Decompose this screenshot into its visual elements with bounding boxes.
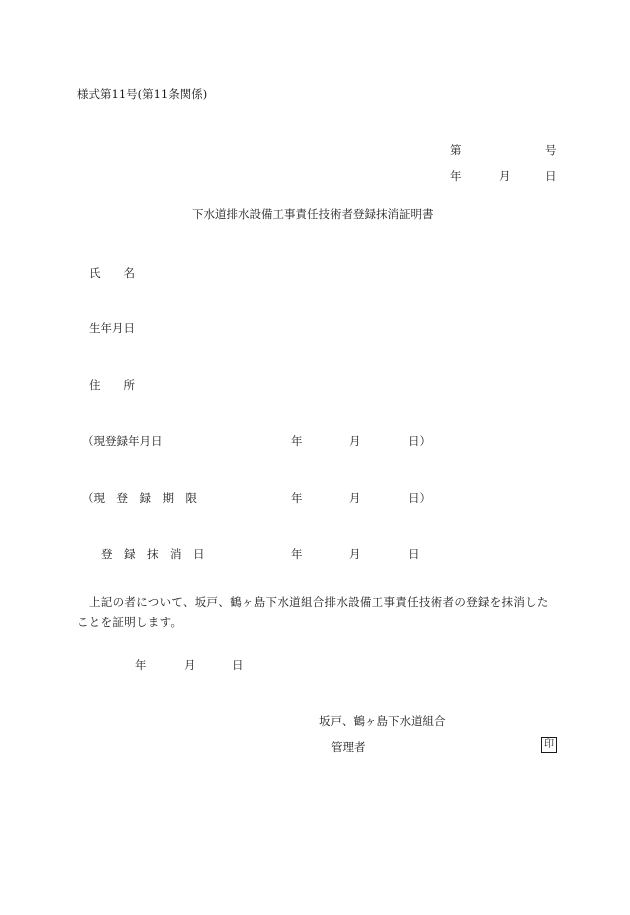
erasure-date-month: 月 <box>349 547 361 561</box>
document-title: 下水道排水設備工事責任技術者登録抹消証明書 <box>192 207 434 221</box>
issuer-organization: 坂戸、鶴ヶ島下水道組合 <box>319 714 446 728</box>
name-label: 氏 名 <box>89 266 135 280</box>
issue-date-day: 日 <box>232 658 244 672</box>
doc-number-suffix: 号 <box>545 143 557 157</box>
issue-date-year: 年 <box>135 658 147 672</box>
registration-period-month: 月 <box>349 491 361 505</box>
header-date-month: 月 <box>499 169 511 183</box>
doc-number-prefix: 第 <box>450 143 462 157</box>
header-date-day: 日 <box>545 169 557 183</box>
birth-date-label: 生年月日 <box>89 321 135 335</box>
registration-date-month: 月 <box>349 434 361 448</box>
registration-period-day: 日） <box>408 491 431 505</box>
issuer-title: 管理者 <box>331 740 366 754</box>
erasure-date-label: 登 録 抹 消 日 <box>101 547 205 561</box>
registration-date-day: 日） <box>408 434 431 448</box>
address-label: 住 所 <box>89 378 135 392</box>
registration-period-year: 年 <box>291 491 303 505</box>
seal-mark: 印 <box>541 737 557 753</box>
issue-date-month: 月 <box>184 658 196 672</box>
registration-period-label: （現 登 録 期 限 <box>82 491 197 505</box>
erasure-date-year: 年 <box>291 547 303 561</box>
registration-date-year: 年 <box>291 434 303 448</box>
certification-text: 上記の者について、坂戸、鶴ヶ島下水道組合排水設備工事責任技術者の登録を抹消したことを証明します。 <box>77 595 549 629</box>
erasure-date-day: 日 <box>408 547 420 561</box>
form-number: 様式第11号(第11条関係) <box>77 87 208 101</box>
registration-date-label: （現登録年月日 <box>82 434 163 448</box>
header-date-year: 年 <box>450 169 462 183</box>
